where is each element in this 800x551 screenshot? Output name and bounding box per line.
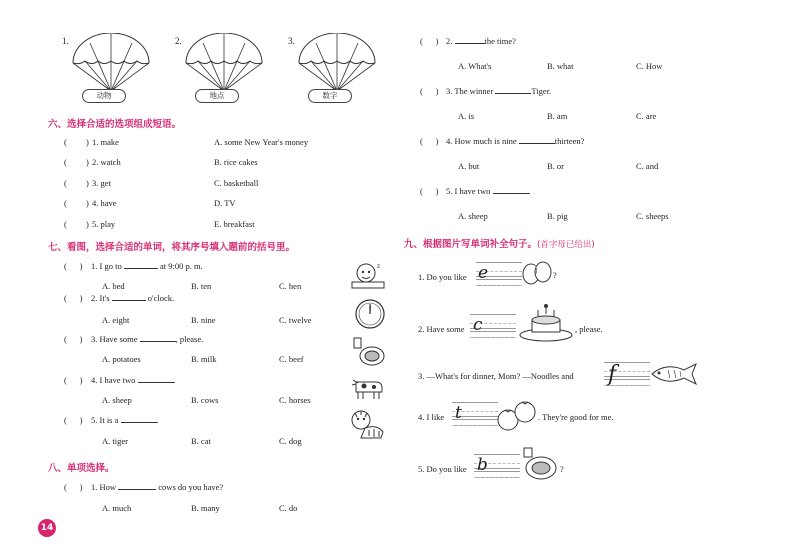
phrase-verb: 3. get xyxy=(92,178,111,188)
sentence-suffix: ? xyxy=(560,464,564,474)
option: B. or xyxy=(547,161,564,171)
clock-icon xyxy=(354,298,386,330)
phrase-verb: 5. play xyxy=(92,219,116,229)
eggs-icon xyxy=(520,258,554,286)
question-text: 4. I have two . xyxy=(91,375,176,385)
question-text: 1. How cows do you have? xyxy=(91,482,224,492)
option: C. dog xyxy=(279,436,302,446)
option: A. sheep xyxy=(102,395,132,405)
section7-title: 七、看图，选择合适的单词，将其序号填入题前的括号里。 xyxy=(48,242,296,253)
fan-number: 3. xyxy=(288,36,295,46)
option: A. eight xyxy=(102,315,130,325)
sentence-prefix: 3. —What's for dinner, Mom? —Noodles and xyxy=(418,371,574,381)
section9-title: 九、根据图片写单词补全句子。(首字母已给出) xyxy=(404,239,595,250)
answer-paren-close[interactable]: ) xyxy=(86,219,89,229)
phrase-verb: 1. make xyxy=(92,137,119,147)
beef-plate-icon xyxy=(351,336,387,368)
answer-bracket[interactable]: ( ) xyxy=(420,186,439,196)
sentence-prefix: 1. Do you like xyxy=(418,272,467,282)
option: B. am xyxy=(547,111,568,121)
fan-label: 动物 xyxy=(82,89,126,103)
option: C. sheeps xyxy=(636,211,669,221)
option: A. is xyxy=(458,111,475,121)
option: A. but xyxy=(458,161,480,171)
fill-blank[interactable] xyxy=(495,86,531,94)
answer-bracket[interactable]: ( ) xyxy=(64,375,83,385)
fill-blank[interactable] xyxy=(493,186,529,194)
section8-title: 八、单项选择。 xyxy=(48,463,115,474)
fill-blank[interactable] xyxy=(140,334,176,342)
fan-label: 数字 xyxy=(308,89,352,103)
fill-blank[interactable] xyxy=(519,136,555,144)
answer-paren-open: ( xyxy=(64,137,67,147)
sentence-prefix: 5. Do you like xyxy=(418,464,467,474)
sentence-suffix: ? xyxy=(553,270,557,280)
fan-label: 地点 xyxy=(195,89,239,103)
answer-paren-close[interactable]: ) xyxy=(86,178,89,188)
phrase-option: B. rice cakes xyxy=(214,157,258,167)
fill-blank[interactable] xyxy=(112,293,146,301)
option: A. much xyxy=(102,503,132,513)
question-text: 3. Have some , please. xyxy=(91,334,204,344)
page-number-badge: 14 xyxy=(38,519,56,537)
answer-bracket[interactable]: ( ) xyxy=(64,334,83,344)
answer-paren-open: ( xyxy=(64,198,67,208)
option: A. What's xyxy=(458,61,492,71)
given-initial-letter: c xyxy=(473,315,483,335)
answer-bracket[interactable]: ( ) xyxy=(64,261,83,271)
question-text: 5. I have two . xyxy=(446,186,531,196)
option: B. nine xyxy=(191,315,216,325)
answer-paren-close[interactable]: ) xyxy=(86,198,89,208)
option: B. cat xyxy=(191,436,211,446)
answer-paren-open: ( xyxy=(64,219,67,229)
option: C. twelve xyxy=(279,315,312,325)
fill-blank[interactable] xyxy=(455,36,485,44)
answer-paren-close[interactable]: ) xyxy=(86,137,89,147)
question-text: 5. It is a . xyxy=(91,415,159,425)
fan-icon xyxy=(70,33,152,95)
svg-text:z: z xyxy=(377,264,380,270)
option: A. tiger xyxy=(102,436,128,446)
bed-sleeping-icon xyxy=(348,260,388,290)
option: C. How xyxy=(636,61,663,71)
question-text: 1. I go to at 9:00 p. m. xyxy=(91,261,203,271)
tiger-icon xyxy=(347,408,389,442)
fan-number: 2. xyxy=(175,36,182,46)
option: A. sheep xyxy=(458,211,488,221)
sentence-prefix: 2. Have some xyxy=(418,324,465,334)
question-text: 2. It's o'clock. xyxy=(91,293,175,303)
given-initial-letter: b xyxy=(477,455,488,475)
given-initial-letter: e xyxy=(478,263,489,283)
phrase-verb: 2. watch xyxy=(92,157,121,167)
answer-bracket[interactable]: ( ) xyxy=(64,293,83,303)
fan-icon xyxy=(183,33,265,95)
option: B. cows xyxy=(191,395,219,405)
sentence-suffix: , please. xyxy=(575,324,603,334)
question-text: 3. The winner Tiger. xyxy=(446,86,552,96)
answer-paren-open: ( xyxy=(64,178,67,188)
fill-blank[interactable] xyxy=(121,415,157,423)
cow-icon xyxy=(350,372,386,402)
beef-plate-icon xyxy=(520,446,558,482)
section9-note: (首字母已给出) xyxy=(537,240,595,250)
answer-paren-open: ( xyxy=(64,157,67,167)
phrase-verb: 4. have xyxy=(92,198,117,208)
phrase-option: A. some New Year's money xyxy=(214,137,309,147)
section6-title: 六、选择合适的选项组成短语。 xyxy=(48,119,182,130)
option: C. do xyxy=(279,503,298,513)
fill-blank[interactable] xyxy=(118,482,156,490)
phrase-option: E. breakfast xyxy=(214,219,255,229)
answer-paren-close[interactable]: ) xyxy=(86,157,89,167)
option: C. horses xyxy=(279,395,311,405)
option: B. ten xyxy=(191,281,212,291)
option: C. and xyxy=(636,161,659,171)
option: A. bed xyxy=(102,281,125,291)
cake-icon xyxy=(518,302,574,342)
option: B. pig xyxy=(547,211,568,221)
answer-bracket[interactable]: ( ) xyxy=(420,36,439,46)
option: B. milk xyxy=(191,354,217,364)
tomatoes-icon xyxy=(496,398,538,432)
option: C. are xyxy=(636,111,657,121)
answer-bracket[interactable]: ( ) xyxy=(420,136,439,146)
fan-icon xyxy=(296,33,378,95)
option: C. hen xyxy=(279,281,302,291)
phrase-option: C. basketball xyxy=(214,178,259,188)
answer-bracket[interactable]: ( ) xyxy=(420,86,439,96)
fill-blank[interactable] xyxy=(138,375,174,383)
option: B. what xyxy=(547,61,574,71)
option: C. beef xyxy=(279,354,304,364)
phrase-option: D. TV xyxy=(214,198,236,208)
given-initial-letter: t xyxy=(455,403,462,423)
option: B. many xyxy=(191,503,220,513)
question-text: 4. How much is nine thirteen? xyxy=(446,136,585,146)
given-initial-letter: f xyxy=(608,362,617,387)
question-text: 2. the time? xyxy=(446,36,516,46)
fish-icon xyxy=(648,362,700,386)
fan-number: 1. xyxy=(62,36,69,46)
fill-blank[interactable] xyxy=(124,261,158,269)
answer-bracket[interactable]: ( ) xyxy=(64,482,83,492)
answer-bracket[interactable]: ( ) xyxy=(64,415,83,425)
sentence-suffix: . They're good for me. xyxy=(538,412,614,422)
sentence-prefix: 4. I like xyxy=(418,412,445,422)
option: A. potatoes xyxy=(102,354,141,364)
